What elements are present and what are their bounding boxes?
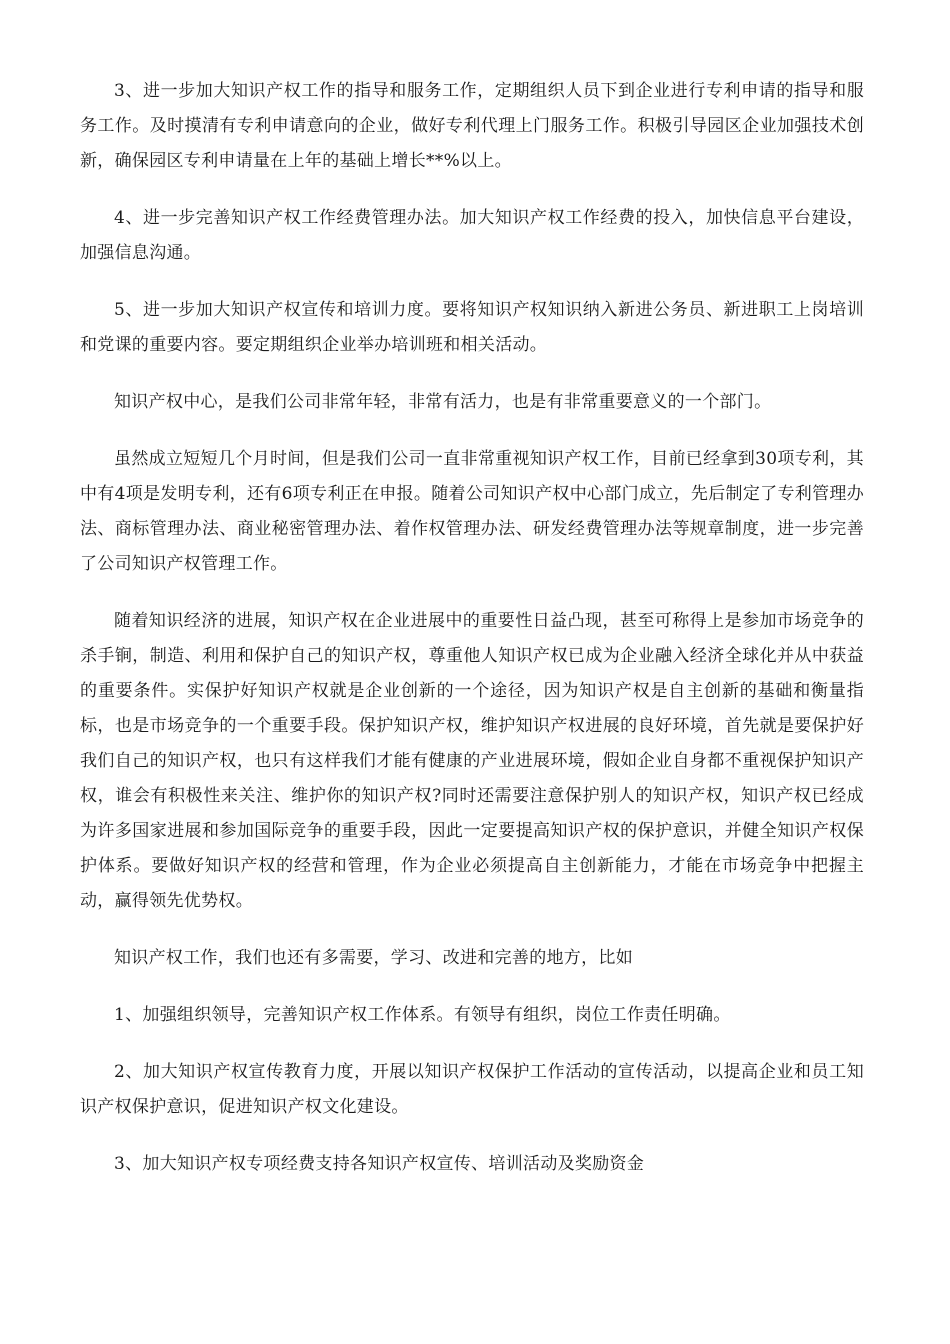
paragraph-improvement-1: 1、加强组织领导，完善知识产权工作体系。有领导有组织，岗位工作责任明确。 xyxy=(114,1005,731,1025)
paragraph-improvement-3: 3、加大知识产权专项经费支持各知识产权宣传、培训活动及奖励资金 xyxy=(114,1154,645,1174)
paragraph-ip-achievements: 虽然成立短短几个月时间，但是我们公司一直非常重视知识产权工作，目前已经拿到30项专利，其中有4项是发明专利，还有6项专利正在申报。随着公司知识产权中心部门成立，先后制定了专利管理办法、商标管理办法、商业秘密管理办法、着作权管理办法、研发经费管理办法等规章制度，进一步完善了公司知识产权管理工作。 xyxy=(80,449,864,574)
paragraph-improvements-intro: 知识产权工作，我们也还有多需要，学习、改进和完善的地方，比如 xyxy=(114,948,633,968)
paragraph-ip-center-intro: 知识产权中心，是我们公司非常年轻，非常有活力，也是有非常重要意义的一个部门。 xyxy=(114,392,772,412)
paragraph-item-3-guidance: 3、进一步加大知识产权工作的指导和服务工作，定期组织人员下到企业进行专利申请的指导和服务工作。及时摸清有专利申请意向的企业，做好专利代理上门服务工作。积极引导园区企业加强技术创新，确保园区专利申请量在上年的基础上增长**%以上。 xyxy=(80,81,864,171)
paragraph-item-5-training: 5、进一步加大知识产权宣传和培训力度。要将知识产权知识纳入新进公务员、新进职工上岗培训和党课的重要内容。要定期组织企业举办培训班和相关活动。 xyxy=(80,300,864,355)
paragraph-item-4-funding: 4、进一步完善知识产权工作经费管理办法。加大知识产权工作经费的投入，加快信息平台建设，加强信息沟通。 xyxy=(80,208,864,263)
paragraph-improvement-2: 2、加大知识产权宣传教育力度，开展以知识产权保护工作活动的宣传活动，以提高企业和员工知识产权保护意识，促进知识产权文化建设。 xyxy=(80,1062,864,1117)
paragraph-ip-importance: 随着知识经济的进展，知识产权在企业进展中的重要性日益凸现，甚至可称得上是参加市场竞争的杀手锏，制造、利用和保护自己的知识产权，尊重他人知识产权已成为企业融入经济全球化并从中获益的重要条件。实保护好知识产权就是企业创新的一个途径，因为知识产权是自主创新的基础和衡量指标，也是市场竞争的一个重要手段。保护知识产权，维护知识产权进展的良好环境，首先就是要保护好我们自己的知识产权，也只有这样我们才能有健康的产业进展环境，假如企业自身都不重视保护知识产权，谁会有积极性来关注、维护你的知识产权?同时还需要注意保护别人的知识产权，知识产权已经成为许多国家进展和参加国际竞争的重要手段，因此一定要提高知识产权的保护意识，并健全知识产权保护体系。要做好知识产权的经营和管理，作为企业必须提高自主创新能力，才能在市场竞争中把握主动，赢得领先优势权。 xyxy=(80,611,864,911)
